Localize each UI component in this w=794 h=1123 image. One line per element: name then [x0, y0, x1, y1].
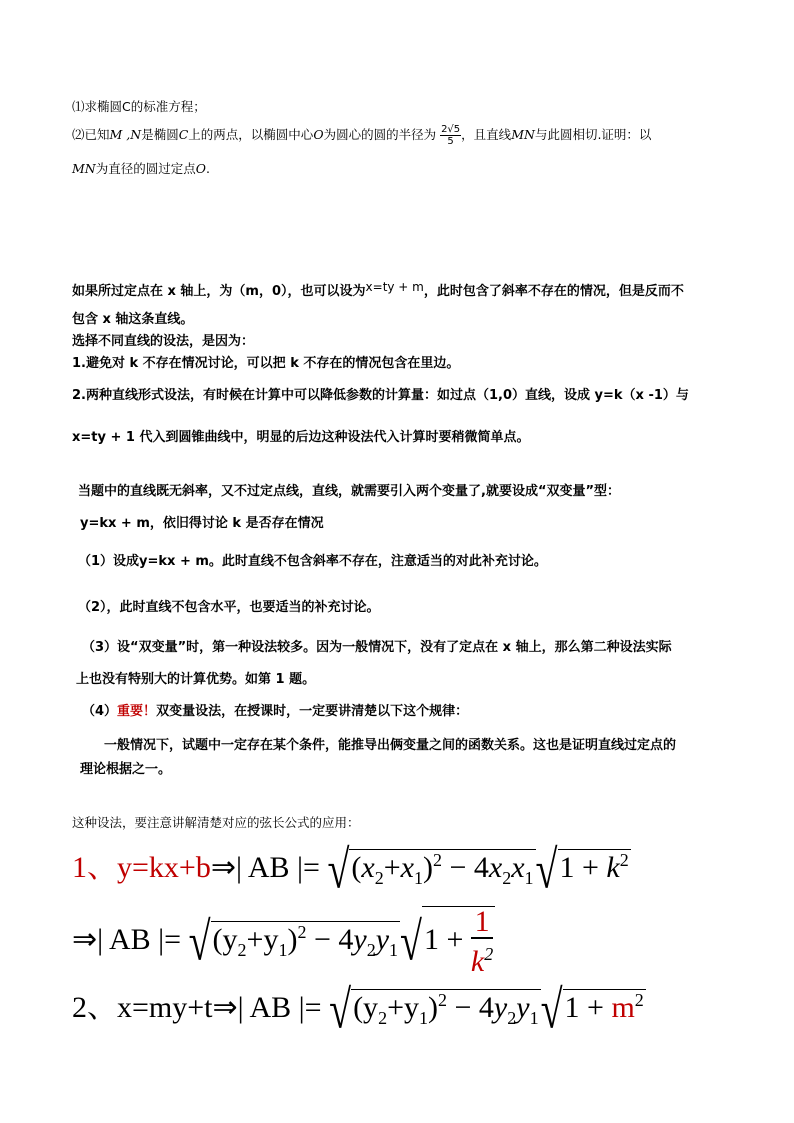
dual-item-3a: （3）设“双变量”时，第一种设法较多。因为一般情况下，没有了定点在 x 轴上，那么第二种设法实际	[82, 640, 672, 655]
important-label: 重要！	[117, 704, 157, 719]
law-line-1: 一般情况下，试题中一定存在某个条件，能推导出俩变量之间的函数关系。这也是证明直线过定点的	[104, 738, 677, 753]
formula-1-lead: 1、y=kx+b	[72, 851, 211, 884]
formula-2: ⇒| AB |= $√(y_2+y_1)^2 - 4y_2y_1√1$ + $\frac{1}{k^2}$	[72, 905, 494, 978]
formula-2-lead: ⇒| AB |=	[72, 922, 189, 956]
radical-icon: √	[327, 839, 350, 900]
fraction-numerator: 2√5	[441, 124, 461, 135]
q2-text-line2: 为直径的圆过定点	[95, 161, 196, 176]
question-1	[72, 98, 206, 116]
q2-var-mn-2: MN	[511, 127, 535, 142]
q2-var-mn: M ,N	[109, 127, 142, 142]
formula-3-lead: 2、x=my+t	[72, 991, 213, 1024]
chord-intro: 这种设法，要注意讲解清楚对应的弦长公式的应用：	[72, 815, 360, 830]
formula-3: 2、x=my+t⇒| AB |= $√(y_2+y_1)^2 - 4y_2y_1√1 + m^2$	[72, 979, 644, 1040]
question-1-text: ⑴求椭圆C的标准方程；	[72, 99, 206, 114]
q2-var-o-2: O	[195, 161, 207, 176]
dual-item-3b: 上也没有特别大的计算优势。如第 1 题。	[76, 672, 316, 687]
radical-icon: √	[535, 839, 558, 900]
radical-icon: √	[400, 911, 422, 972]
notes-line-1	[72, 280, 684, 299]
dual-item-2: （2），此时直线不包含水平，也要适当的补充讨论。	[78, 600, 380, 615]
radical-icon: √	[329, 979, 352, 1040]
dual-line-1: 当题中的直线既无斜率，又不过定点线，直线，就需要引入两个变量了,就要设成“双变量”型：	[78, 484, 621, 499]
q2-period: .	[206, 161, 210, 176]
dual-line-2: y=kx + m，依旧得讨论 k 是否存在情况	[80, 516, 324, 531]
q2-var-mn-3: MN	[72, 161, 96, 176]
notes-line-4: 1.避免对 k 不存在情况讨论，可以把 k 不存在的情况包含在里边。	[72, 356, 460, 371]
q2-text-b: 是椭圆	[141, 127, 179, 142]
notes-line-3: 选择不同直线的设法，是因为：	[72, 334, 255, 349]
radical-icon: √	[540, 979, 563, 1040]
radius-fraction	[440, 124, 461, 147]
notes-line-5: 2.两种直线形式设法，有时候在计算中可以降低参数的计算量：如过点（1,0）直线，设成 y=k（x -1）与	[72, 388, 689, 403]
q2-var-c: C	[178, 127, 189, 142]
q2-text-h: 与此圆相切.证明：以	[534, 127, 652, 142]
notes-line-1b: ，此时包含了斜率不存在的情况，但是反而不	[423, 284, 684, 299]
question-2-line-1	[72, 124, 651, 147]
notes-equation: x=ty + m	[365, 280, 424, 294]
dual-item-1: （1）设成y=kx + m。此时直线不包含斜率不存在，注意适当的对此补充讨论。	[78, 554, 547, 569]
notes-line-1a: 如果所过定点在 x 轴上，为（m，0），也可以设为	[72, 284, 366, 299]
q2-text-e: 为圆心的圆的半径为	[323, 127, 437, 142]
question-2-line-2	[72, 160, 210, 178]
dual-item-4-number: （4）	[82, 704, 118, 719]
formula-3-implies: ⇒| AB |=	[212, 991, 330, 1024]
dual-item-4	[82, 700, 468, 719]
radical-icon: √	[188, 911, 211, 972]
q2-text-d: 上的两点，以椭圆中心	[188, 127, 314, 142]
q2-text-f: ，且直线	[461, 127, 512, 142]
law-line-2: 理论根据之一。	[80, 762, 172, 777]
dual-item-4-text: 双变量设法，在授课时，一定要讲清楚以下这个规律：	[156, 704, 469, 719]
fraction-denominator: 5	[447, 136, 454, 147]
notes-line-2: 包含 x 轴这条直线。	[72, 312, 194, 327]
notes-line-6: x=ty + 1 代入到圆锥曲线中，明显的后边这种设法代入计算时要稍微简单点。	[72, 430, 530, 445]
formula-1: 1、y=kx+b⇒| AB |= $√(x_2+x_1)^2 - 4x_2x_1√1 + k^2$	[72, 839, 629, 900]
formula-1-implies: ⇒| AB |=	[210, 851, 328, 884]
q2-text-a: ⑵已知	[72, 127, 110, 142]
q2-var-o: O	[313, 127, 324, 142]
